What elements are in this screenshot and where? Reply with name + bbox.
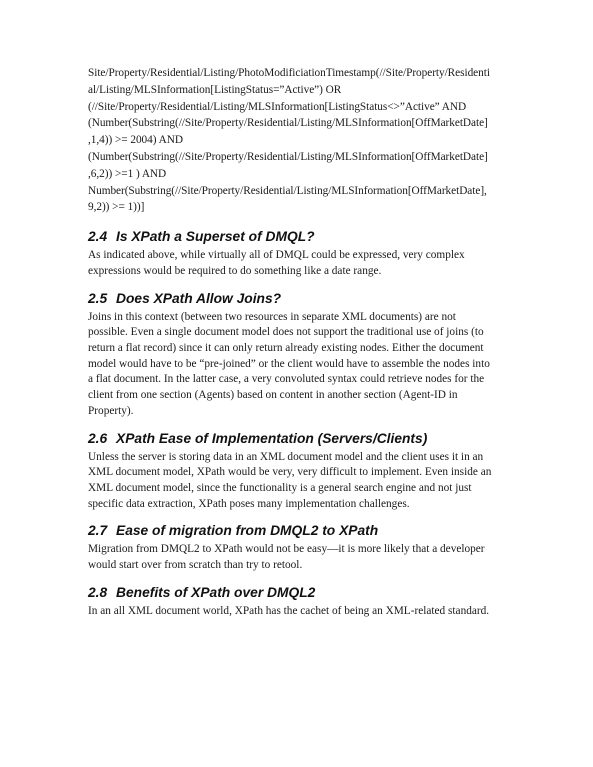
section-title: Is XPath a Superset of DMQL?: [116, 229, 315, 245]
section-title: Benefits of XPath over DMQL2: [116, 584, 316, 600]
section-2-4: [88, 228, 518, 279]
section-number: 2.4: [88, 229, 108, 245]
section-2-6: [88, 430, 518, 513]
query-line: Site/Property/Residential/Listing/PhotoModificiationTimestamp(//Site/Property/Residenti: [88, 67, 490, 79]
section-body: In an all XML document world, XPath has the cachet of being an XML-related standard.: [88, 604, 490, 617]
xpath-query-block: [88, 65, 518, 216]
query-line: Number(Substring(//Site/Property/Residential/Listing/MLSInformation[OffMarketDate],: [88, 184, 487, 197]
query-line: ,1,4)) >= 2004) AND: [88, 134, 183, 147]
section-number: 2.7: [88, 523, 108, 539]
section-heading: [88, 228, 518, 246]
section-body: Joins in this context (between two resources in separate XML documents) are not possible. Even a single document model does not support the traditional use of joins (to return a flat record) since it can only return already existing nodes. Either the document model would have to be “pre-joined” or the client would have to assemble the nodes into a flat document. In the latter case, a very convoluted syntax could retrieve nodes for the client from one section (Agents) based on content in another section (Agent-ID in Property).: [88, 310, 490, 417]
query-line: al/Listing/MLSInformation[ListingStatus=”Active”) OR: [88, 83, 342, 96]
section-heading: [88, 430, 518, 448]
section-2-5: [88, 290, 518, 420]
section-heading: [88, 290, 518, 308]
query-line: ,6,2)) >=1 ) AND: [88, 167, 167, 180]
query-line: (Number(Substring(//Site/Property/Residential/Listing/MLSInformation[OffMarketDate]: [88, 117, 488, 130]
section-title: Does XPath Allow Joins?: [116, 290, 282, 306]
section-body: Migration from DMQL2 to XPath would not be easy—it is more likely that a developer would start over from scratch than try to retool.: [88, 543, 485, 572]
query-line: (//Site/Property/Residential/Listing/MLSInformation[ListingStatus<>”Active” AND: [88, 100, 467, 113]
section-number: 2.5: [88, 290, 108, 306]
section-heading: [88, 584, 518, 602]
section-number: 2.6: [88, 430, 108, 446]
query-line: (Number(Substring(//Site/Property/Residential/Listing/MLSInformation[OffMarketDate]: [88, 150, 488, 163]
section-body: Unless the server is storing data in an XML document model and the client uses it in an XML document model, XPath would be very, very difficult to implement. Even inside an XML document model, since the functionality is a general search engine and not just specific data extraction, XPath poses many implementation challenges.: [88, 450, 492, 510]
section-2-7: [88, 522, 518, 573]
section-number: 2.8: [88, 584, 108, 600]
page-content: [88, 65, 518, 629]
section-heading: [88, 522, 518, 540]
section-title: Ease of migration from DMQL2 to XPath: [116, 523, 379, 539]
section-body: As indicated above, while virtually all of DMQL could be expressed, very complex expressions would be required to do something like a date range.: [88, 249, 465, 277]
section-2-8: [88, 584, 518, 620]
query-line: 9,2)) >= 1))]: [88, 201, 145, 214]
section-title: XPath Ease of Implementation (Servers/Clients): [116, 430, 428, 446]
